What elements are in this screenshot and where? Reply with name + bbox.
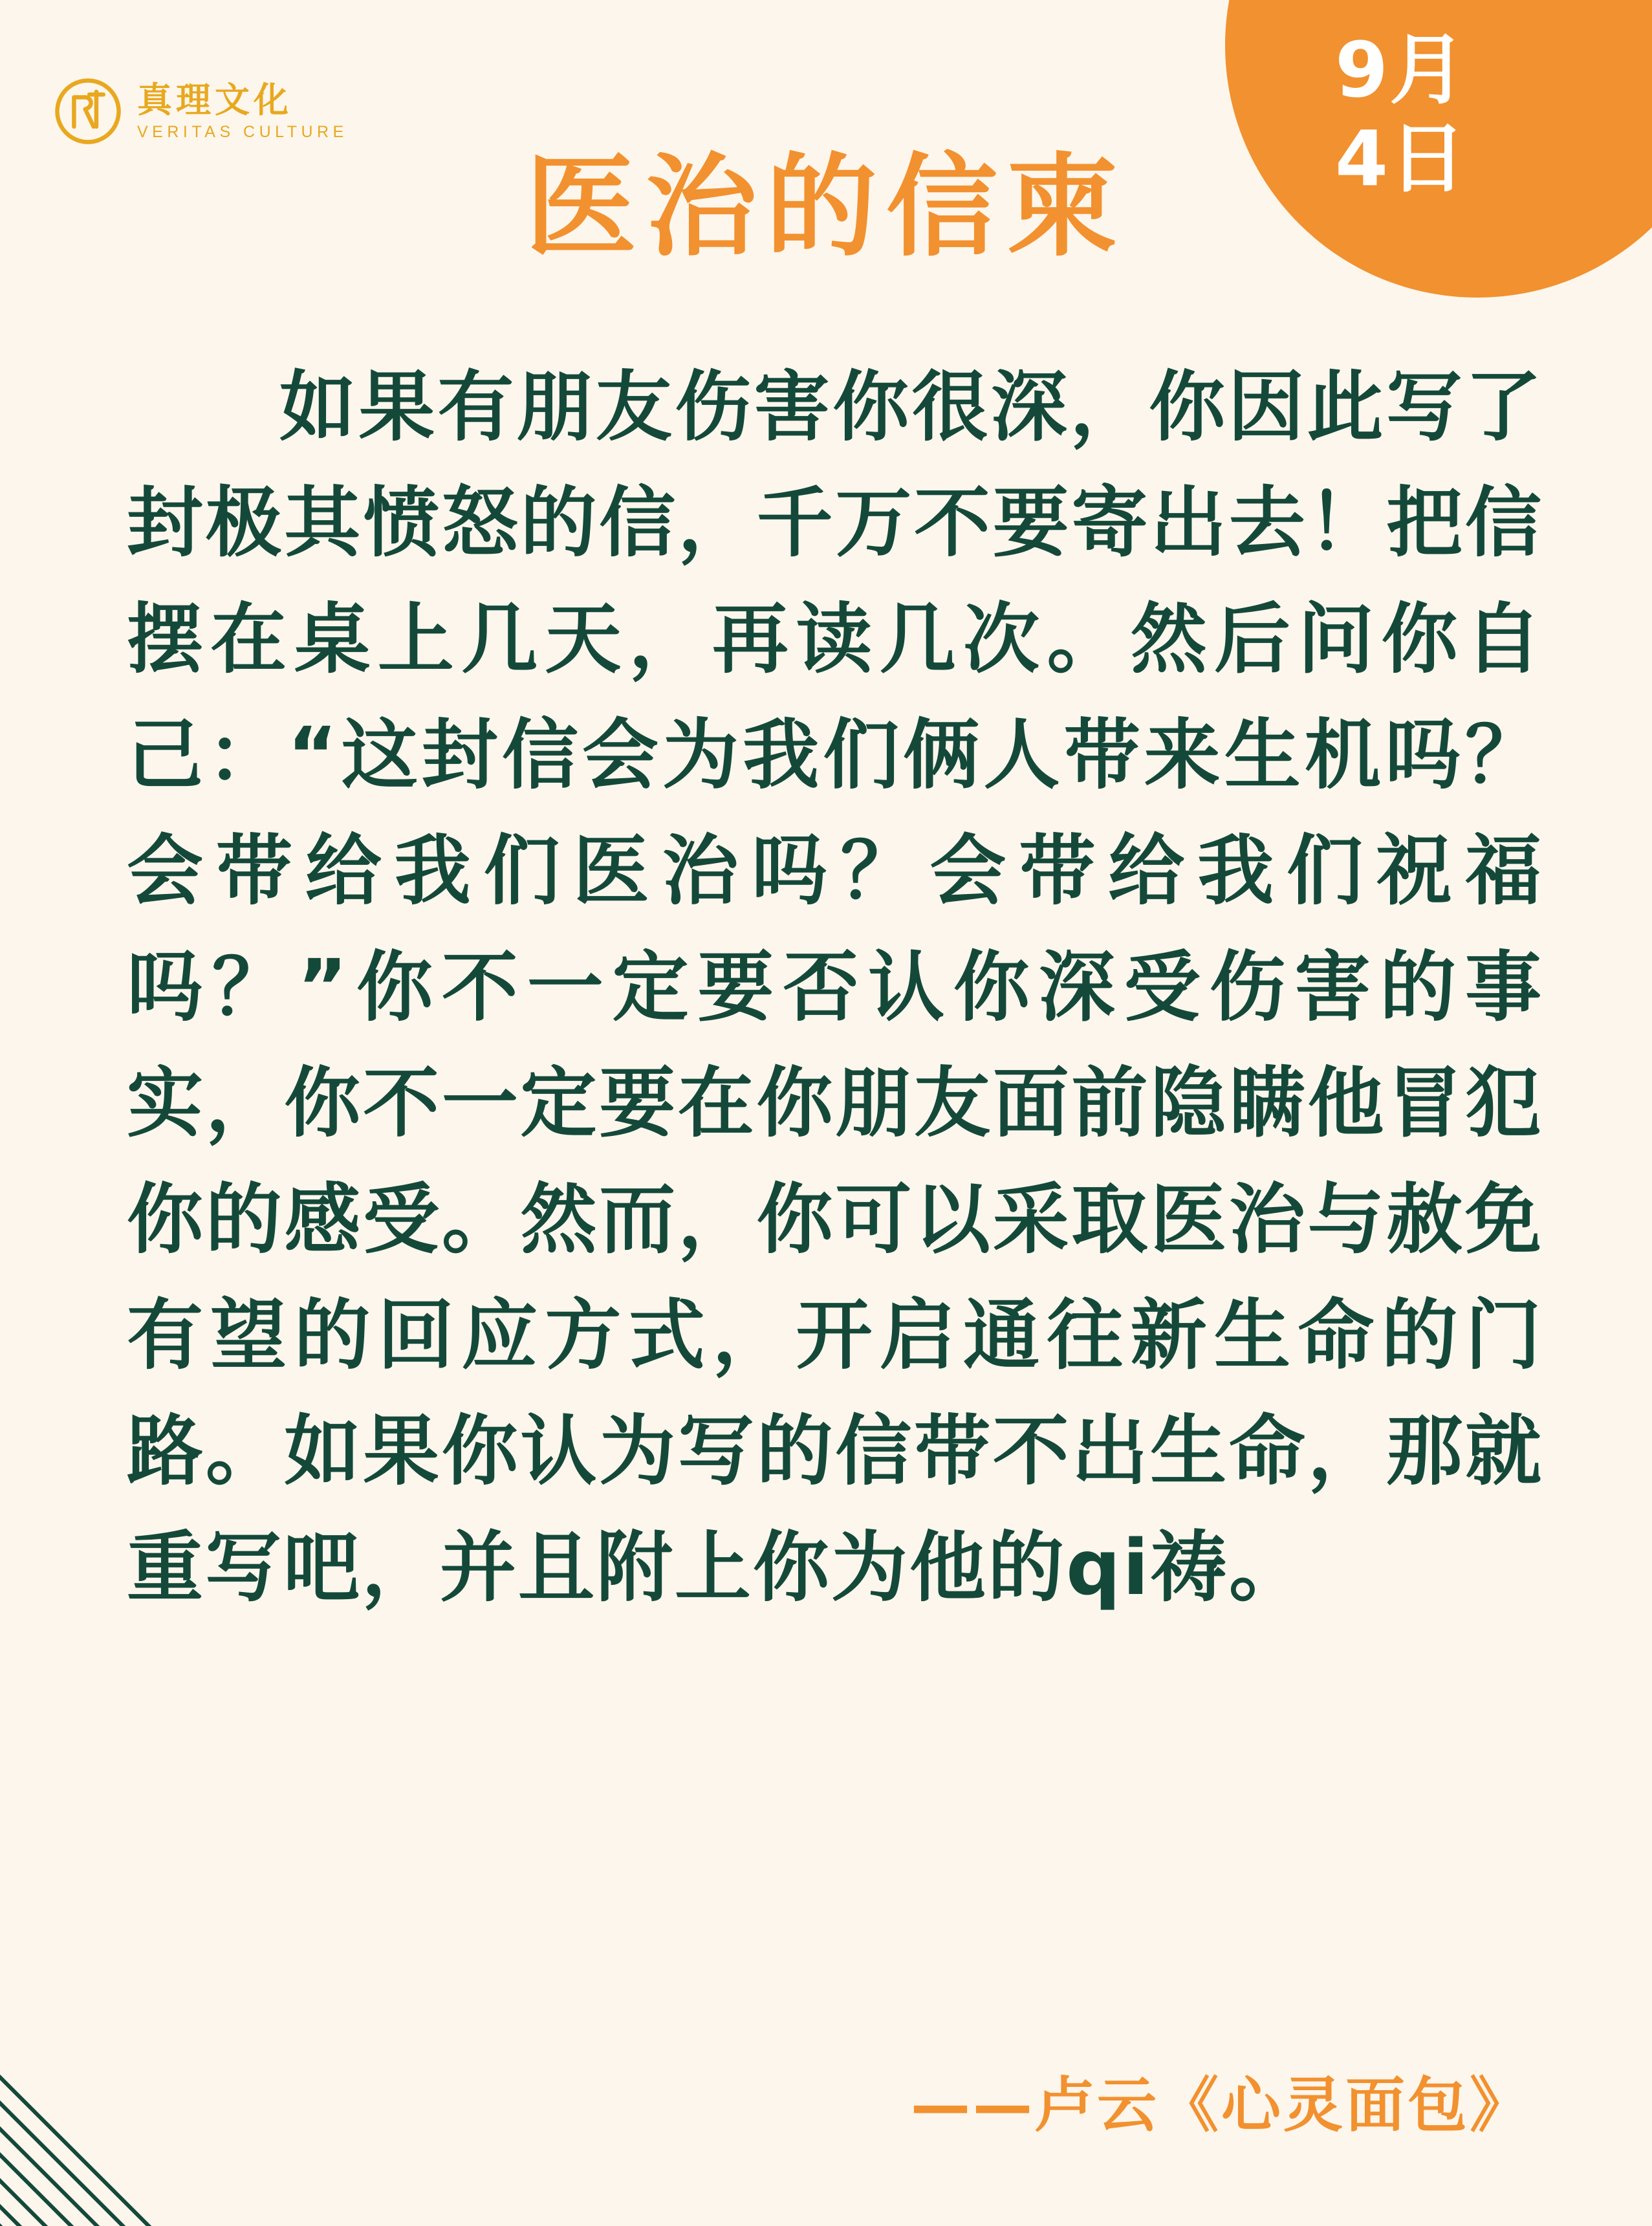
attribution-line: ——卢云《心灵面包》 xyxy=(910,2071,1532,2140)
date-month: 9月 xyxy=(1335,25,1468,115)
page-title: 医治的信柬 xyxy=(525,142,1127,272)
date-badge-text xyxy=(1335,26,1613,203)
brand-name-cn: 真理文化 xyxy=(137,80,292,121)
brand-lockup xyxy=(53,76,348,146)
veritas-monogram-icon xyxy=(53,76,123,146)
brand-name-en: VERITAS CULTURE xyxy=(137,122,348,141)
brand-text xyxy=(137,82,348,140)
diagonal-stripes-decoration xyxy=(0,1954,272,2226)
date-day: 4日 xyxy=(1335,113,1468,203)
devotional-body-text: 如果有朋友伤害你很深，你因此写了封极其愤怒的信，千万不要寄出去！把信摆在桌上几天，再读几次。然后问你自己：“这封信会为我们俩人带来生机吗？会带给我们医治吗？会带给我们祝福吗？”你不一定要否认你深受伤害的事实，你不一定要在你朋友面前隐瞒他冒犯你的感受。然而，你可以采取医治与赦免有望的回应方式，开启通往新生命的门路。如果你认为写的信带不出生命，那就重写吧，并且附上你为他的qi祷。 xyxy=(127,362,1543,1612)
